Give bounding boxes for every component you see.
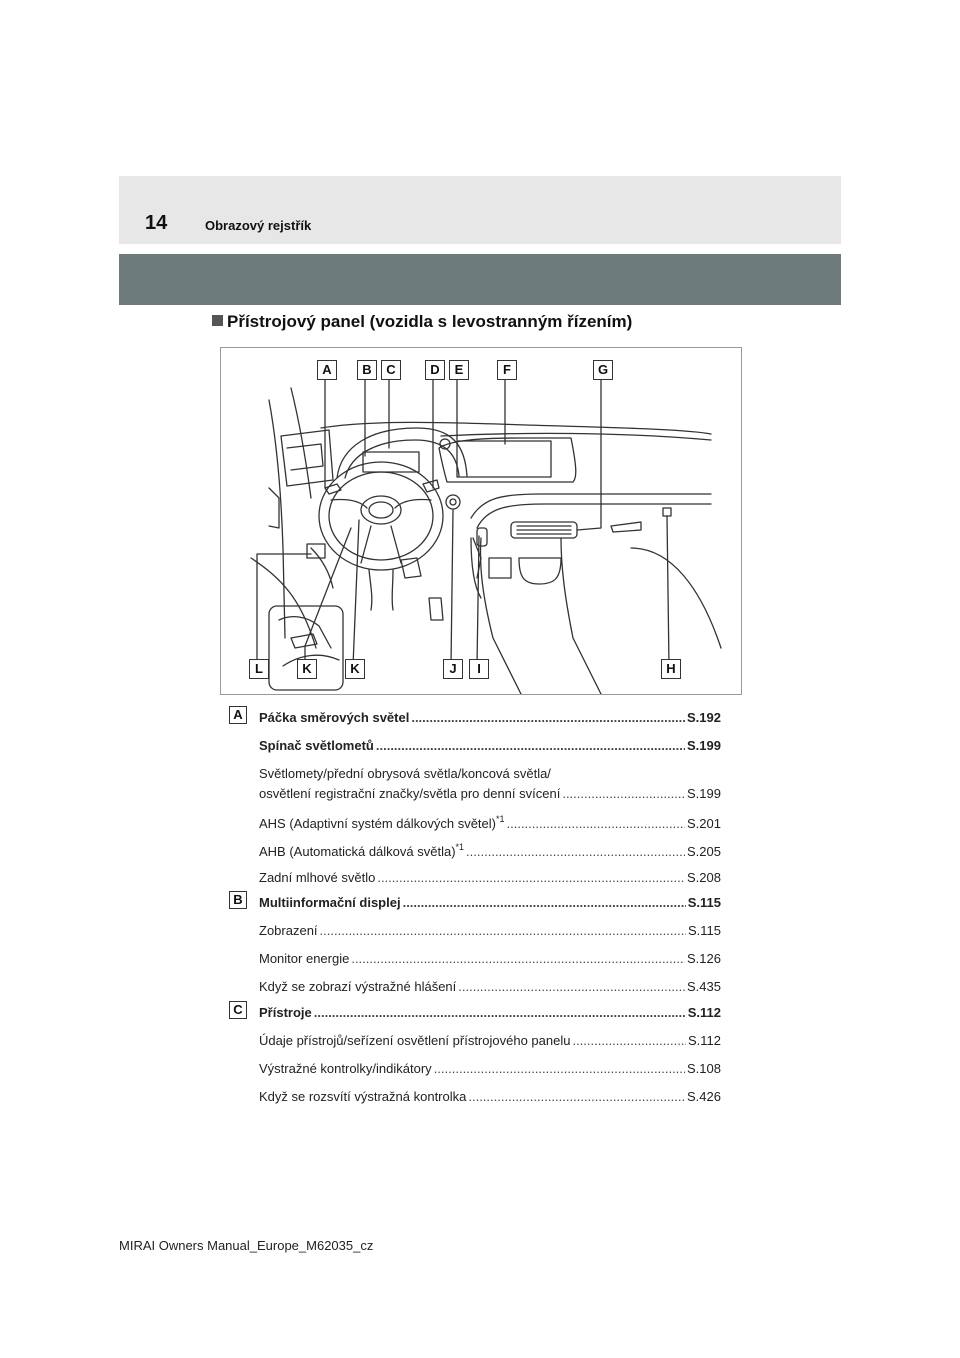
page-reference: S.108 <box>687 1061 721 1076</box>
list-item-label: Zobrazení <box>259 923 318 938</box>
list-item-label: Monitor energie <box>259 951 350 966</box>
page-reference: S.426 <box>687 1089 721 1104</box>
footnote-mark: *1 <box>455 842 465 852</box>
leader-dots <box>403 895 686 910</box>
list-item-label: AHS (Adaptivní systém dálkových světel)$^{*1}$ <box>259 814 505 831</box>
footnote-mark: *1 <box>495 814 505 824</box>
page-reference: S.126 <box>687 951 721 966</box>
list-item[interactable] <box>259 1089 721 1104</box>
list-item[interactable] <box>259 786 721 801</box>
page-number: 14 <box>145 212 168 234</box>
list-item[interactable] <box>259 951 721 966</box>
list-item[interactable] <box>259 895 721 910</box>
callout-a: A <box>317 360 337 380</box>
dashboard-illustration <box>220 347 742 695</box>
page-reference: S.208 <box>687 870 721 885</box>
page-reference: S.199 <box>687 786 721 801</box>
dashboard-drawing <box>221 348 741 694</box>
callout-e: E <box>449 360 469 380</box>
list-item-label: Když se zobrazí výstražné hlášení <box>259 979 457 994</box>
list-item[interactable] <box>259 738 721 753</box>
list-item[interactable] <box>259 1061 721 1076</box>
list-item[interactable] <box>259 710 721 725</box>
page-reference: S.115 <box>687 923 721 938</box>
section-title <box>212 312 632 332</box>
list-item-label: Páčka směrových světel <box>259 710 410 725</box>
group-marker-c: C <box>229 1001 247 1019</box>
list-item[interactable] <box>259 1005 721 1020</box>
callout-h: H <box>661 659 681 679</box>
leader-dots <box>376 738 685 753</box>
page-title: Obrazový rejstřík <box>205 218 312 233</box>
list-item[interactable] <box>259 870 721 885</box>
leader-dots <box>411 710 685 725</box>
leader-dots <box>507 816 686 831</box>
callout-k: K <box>345 659 365 679</box>
leader-dots <box>572 1033 686 1048</box>
page-reference: S.201 <box>687 816 721 831</box>
page-reference: S.205 <box>687 844 721 859</box>
leader-dots <box>351 951 685 966</box>
list-item-label: Výstražné kontrolky/indikátory <box>259 1061 432 1076</box>
callout-f: F <box>497 360 517 380</box>
callout-l: L <box>249 659 269 679</box>
callout-j: J <box>443 659 463 679</box>
header-band <box>119 176 841 244</box>
header-bar <box>119 254 841 305</box>
list-item-label: Multiinformační displej <box>259 895 401 910</box>
list-item[interactable] <box>259 814 721 831</box>
leader-dots <box>377 870 685 885</box>
list-item-label: Když se rozsvítí výstražná kontrolka <box>259 1089 467 1104</box>
callout-k: K <box>297 659 317 679</box>
leader-dots <box>320 923 686 938</box>
page-reference: S.112 <box>687 1033 721 1048</box>
leader-dots <box>466 844 685 859</box>
page-reference: S.199 <box>687 738 721 753</box>
list-item-label: Spínač světlometů <box>259 738 374 753</box>
group-marker-b: B <box>229 891 247 909</box>
page-reference: S.112 <box>687 1005 721 1020</box>
callout-i: I <box>469 659 489 679</box>
list-item-label: Zadní mlhové světlo <box>259 870 376 885</box>
leader-dots <box>458 979 685 994</box>
group-marker-a: A <box>229 706 247 724</box>
callout-c: C <box>381 360 401 380</box>
page-reference: S.435 <box>687 979 721 994</box>
list-item-label: Přístroje <box>259 1005 312 1020</box>
list-item[interactable] <box>259 1033 721 1048</box>
list-item-label: osvětlení registrační značky/světla pro denní svícení <box>259 786 561 801</box>
list-item-label: AHB (Automatická dálková světla)$^{*1}$ <box>259 842 465 859</box>
callout-b: B <box>357 360 377 380</box>
leader-dots <box>562 786 685 801</box>
list-item[interactable] <box>259 923 721 938</box>
page-reference: S.192 <box>687 710 721 725</box>
list-item-line: Světlomety/přední obrysová světla/koncová světla/ <box>259 766 551 781</box>
square-bullet-icon <box>212 315 223 326</box>
leader-dots <box>314 1005 686 1020</box>
callout-g: G <box>593 360 613 380</box>
list-item[interactable] <box>259 979 721 994</box>
callout-d: D <box>425 360 445 380</box>
section-title-text: Přístrojový panel (vozidla s levostranným řízením) <box>227 312 633 331</box>
list-item-label: Údaje přístrojů/seřízení osvětlení přístrojového panelu <box>259 1033 571 1048</box>
footer-text: MIRAI Owners Manual_Europe_M62035_cz <box>119 1238 374 1253</box>
page-reference: S.115 <box>687 895 721 910</box>
leader-dots <box>468 1089 685 1104</box>
list-item[interactable] <box>259 842 721 859</box>
leader-dots <box>434 1061 685 1076</box>
